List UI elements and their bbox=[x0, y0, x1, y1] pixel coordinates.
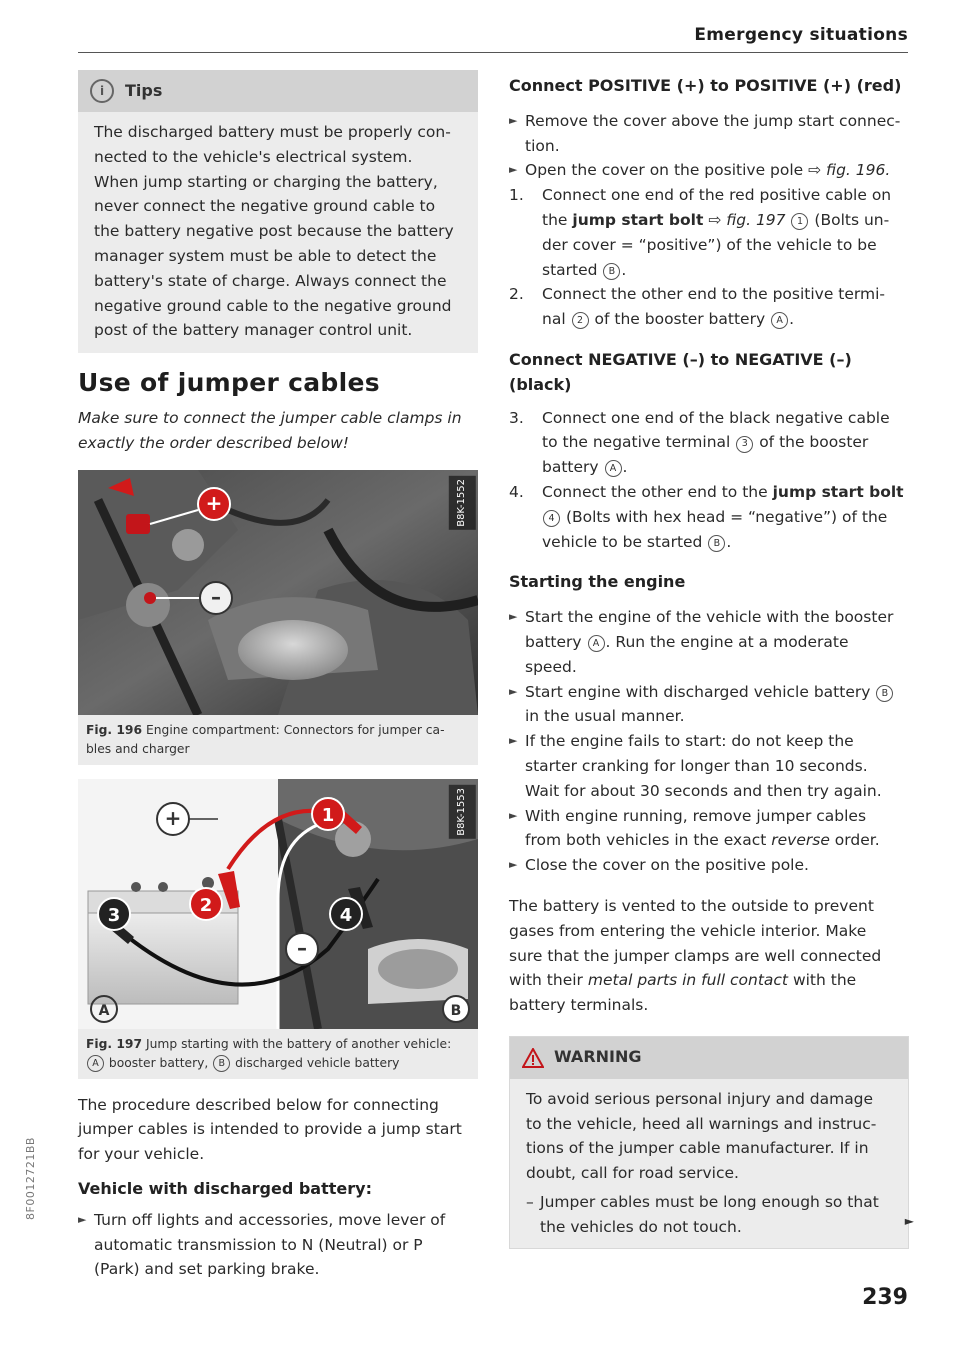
text-span: battery bbox=[542, 458, 599, 477]
tips-line: The discharged battery must be properly con- bbox=[94, 123, 451, 141]
marker-2-label: 2 bbox=[199, 894, 213, 916]
step-number: 3. bbox=[509, 408, 524, 427]
step-number: 4. bbox=[509, 482, 524, 501]
bold-term: jump start bolt bbox=[572, 210, 704, 229]
fig197-caption-line: Jump starting with the battery of another vehicle: bbox=[145, 1036, 452, 1051]
starting-heading: Starting the engine bbox=[509, 572, 686, 592]
tips-header bbox=[78, 70, 478, 112]
starting-bullet-2 bbox=[509, 680, 909, 730]
starting-bullet-4 bbox=[509, 804, 909, 854]
info-icon: i bbox=[90, 79, 114, 103]
text-span: of the booster bbox=[759, 433, 869, 452]
step-1: 1. Connect one end of the red positive cable on the jump start bolt ⇨ fig. 197 1 (Bolts un- der cover = “positive”) of the vehicle to be started B . bbox=[509, 183, 909, 282]
text-line: With engine running, remove jumper cables bbox=[525, 806, 867, 825]
continue-arrow-icon: ► bbox=[904, 1213, 914, 1228]
italic-term: reverse bbox=[771, 831, 830, 850]
arrow-bullet-icon: ► bbox=[509, 734, 518, 748]
tips-line: manager system must be able to detect the bbox=[94, 246, 437, 265]
positive-connector bbox=[126, 514, 150, 534]
discharged-line: (Park) and set parking brake. bbox=[94, 1260, 320, 1279]
text-span: started bbox=[542, 260, 598, 279]
tips-line: never connect the negative ground cable to bbox=[94, 197, 436, 216]
text-line: sure that the jumper clamps are well connected bbox=[509, 946, 882, 965]
warning-line: tions of the jumper cable manufacturer. If in bbox=[526, 1139, 869, 1158]
circle-1-icon: 1 bbox=[791, 213, 808, 230]
figure-196-image bbox=[78, 470, 478, 715]
text-line: Start the engine of the vehicle with the booster bbox=[525, 608, 894, 627]
text-span: (Bolts with hex head = “negative”) of the bbox=[565, 507, 888, 526]
tips-box bbox=[78, 70, 478, 353]
engine-compartment-illustration bbox=[78, 470, 478, 715]
heading-line: (black) bbox=[509, 374, 572, 394]
discharged-line: Turn off lights and accessories, move lever of bbox=[94, 1210, 446, 1229]
intro-line: exactly the order described below! bbox=[78, 433, 349, 452]
text-span: order. bbox=[834, 831, 880, 850]
positive-heading: Connect POSITIVE (+) to POSITIVE (+) (red) bbox=[509, 76, 902, 95]
discharged-bullet bbox=[78, 1208, 478, 1282]
fig197-code: B8K-1553 bbox=[449, 785, 476, 839]
tips-text bbox=[78, 112, 478, 345]
text-span: Start engine with discharged vehicle battery bbox=[525, 682, 871, 701]
text-span: (Bolts un- bbox=[814, 210, 890, 229]
circle-b-icon: B bbox=[708, 535, 725, 552]
circle-3-icon: 3 bbox=[736, 436, 753, 453]
tips-line: the battery negative post because the battery bbox=[94, 222, 454, 241]
text-line: Remove the cover above the jump start connec- bbox=[525, 111, 901, 130]
warning-line: To avoid serious personal injury and damage bbox=[526, 1089, 874, 1108]
bold-term: jump start bolt bbox=[772, 482, 904, 501]
marker-3-label: 3 bbox=[107, 904, 121, 926]
step-number: 2. bbox=[509, 285, 524, 304]
circle-4-icon: 4 bbox=[543, 510, 560, 527]
circle-b-icon: B bbox=[876, 685, 893, 702]
fig197-a-label: A bbox=[98, 1002, 110, 1019]
text-line: gases from entering the vehicle interior. Make bbox=[509, 921, 867, 940]
step-3: 3. Connect one end of the black negative cable to the negative terminal 3 of the booster battery A . bbox=[509, 406, 909, 480]
warning-line: doubt, call for road service. bbox=[526, 1164, 739, 1183]
warning-line: the vehicles do not touch. bbox=[540, 1217, 742, 1236]
marker-1-label: 1 bbox=[321, 804, 335, 826]
document-code: 8F0012721BB bbox=[24, 1137, 37, 1220]
text-line: starter cranking for longer than 10 seconds. bbox=[525, 756, 868, 775]
text-line: der cover = “positive”) of the vehicle to be bbox=[542, 235, 877, 254]
text-span: . Run the engine at a moderate bbox=[605, 632, 849, 651]
left-column bbox=[78, 70, 478, 1282]
figure-197-image bbox=[78, 779, 478, 1029]
fig196-caption-line: Engine compartment: Connectors for jumper ca- bbox=[145, 722, 445, 737]
fig197-caption-a-text: booster battery, bbox=[108, 1055, 209, 1070]
text-span: nal bbox=[542, 310, 566, 329]
arrow-bullet-icon: ► bbox=[509, 610, 518, 624]
main-heading: Use of jumper cables bbox=[78, 368, 380, 398]
text-line: battery terminals. bbox=[509, 996, 649, 1015]
text-span: with the bbox=[792, 971, 857, 990]
text-line: Connect one end of the black negative cable bbox=[542, 408, 890, 427]
circle-a-icon: A bbox=[605, 460, 622, 477]
circle-a-icon: A bbox=[87, 1055, 104, 1072]
warning-triangle-icon bbox=[522, 1048, 544, 1068]
circle-b-icon: B bbox=[603, 263, 620, 280]
fig196-caption bbox=[78, 715, 478, 765]
text-line: speed. bbox=[525, 657, 577, 676]
warning-line: Jumper cables must be long enough so that bbox=[540, 1193, 879, 1212]
fig196-code: B8K-1552 bbox=[449, 476, 476, 530]
tips-line: post of the battery manager control unit. bbox=[94, 321, 413, 340]
figure-reference: ⇨ fig. 197 bbox=[708, 210, 786, 229]
text-span: with their bbox=[509, 971, 583, 990]
fig196-plus-label: + bbox=[205, 490, 223, 515]
text-span: from both vehicles in the exact bbox=[525, 831, 767, 850]
tips-line: When jump starting or charging the battery, bbox=[94, 172, 438, 191]
text-line: in the usual manner. bbox=[525, 707, 685, 726]
text-line: Connect one end of the red positive cable on bbox=[542, 186, 892, 205]
text-line: The battery is vented to the outside to prevent bbox=[509, 896, 874, 915]
fig197-minus-label: – bbox=[297, 935, 307, 960]
italic-term: metal parts in full contact bbox=[587, 971, 788, 990]
text-span: of the booster battery bbox=[594, 310, 766, 329]
step-4: 4. Connect the other end to the jump start bolt 4 (Bolts with hex head = “negative”) of the vehicle to be started B . bbox=[509, 480, 909, 554]
section-title: Emergency situations bbox=[694, 25, 908, 45]
starting-bullet-5 bbox=[509, 853, 909, 878]
text-line: Wait for about 30 seconds and then try again. bbox=[525, 781, 882, 800]
tips-line: battery's state of charge. Always connect the bbox=[94, 271, 447, 290]
arrow-bullet-icon: ► bbox=[509, 113, 518, 127]
text-span: battery bbox=[525, 632, 582, 651]
tips-line: negative ground cable to the negative ground bbox=[94, 296, 452, 315]
fig196-caption-line: bles and charger bbox=[86, 741, 190, 756]
warning-header bbox=[510, 1037, 908, 1079]
fig197-caption-label: Fig. 197 bbox=[86, 1036, 143, 1051]
text-span: Open the cover on the positive pole bbox=[525, 161, 804, 180]
heading-line: Connect NEGATIVE (–) to NEGATIVE (–) bbox=[509, 349, 852, 369]
circle-b-icon: B bbox=[213, 1055, 230, 1072]
intro-text bbox=[78, 406, 478, 456]
text-span: to the negative terminal bbox=[542, 433, 731, 452]
text-line: tion. bbox=[525, 136, 560, 155]
fig196-caption-label: Fig. 196 bbox=[86, 722, 143, 737]
warning-line: to the vehicle, heed all warnings and instruc- bbox=[526, 1114, 877, 1133]
arrow-bullet-icon: ► bbox=[509, 858, 518, 872]
intro-line: Make sure to connect the jumper cable clamps in bbox=[78, 408, 462, 427]
text-line: If the engine fails to start: do not keep the bbox=[525, 732, 854, 751]
starting-bullet-1 bbox=[509, 605, 909, 679]
step-number: 1. bbox=[509, 186, 524, 205]
figure-reference: ⇨ fig. 196. bbox=[808, 161, 891, 180]
fig196-minus-label: – bbox=[211, 584, 221, 609]
discharged-line: automatic transmission to N (Neutral) or P bbox=[94, 1235, 423, 1254]
fig197-plus-label: + bbox=[164, 805, 182, 830]
discharged-heading: Vehicle with discharged battery: bbox=[78, 1178, 372, 1198]
marker-4-label: 4 bbox=[339, 904, 353, 926]
positive-bullet-2 bbox=[509, 158, 909, 183]
arrow-bullet-icon: ► bbox=[509, 163, 518, 177]
procedure-line: for your vehicle. bbox=[78, 1145, 205, 1164]
arrow-bullet-icon: ► bbox=[509, 684, 518, 698]
warning-dash-item: – Jumper cables must be long enough so that the vehicles do not touch. bbox=[526, 1190, 892, 1240]
tips-line: nected to the vehicle's electrical system. bbox=[94, 147, 413, 166]
text-line: Connect the other end to the positive termi- bbox=[542, 285, 886, 304]
negative-heading bbox=[509, 348, 909, 398]
jump-start-illustration bbox=[78, 779, 478, 1029]
procedure-line: The procedure described below for connecting bbox=[78, 1095, 439, 1114]
circle-2-icon: 2 bbox=[572, 312, 589, 329]
reservoir-cap bbox=[238, 620, 348, 680]
circle-a-icon: A bbox=[588, 635, 605, 652]
page-number: 239 bbox=[862, 1285, 908, 1310]
circle-a-icon: A bbox=[771, 312, 788, 329]
arrow-bullet-icon: ► bbox=[509, 808, 518, 822]
page-header bbox=[78, 22, 908, 53]
warning-text bbox=[510, 1079, 908, 1248]
text-span: Connect the other end to the bbox=[542, 482, 768, 501]
text-span: the bbox=[542, 210, 568, 229]
vented-paragraph bbox=[509, 894, 909, 1018]
fig197-caption-b-text: discharged vehicle battery bbox=[235, 1055, 400, 1070]
starting-bullet-3 bbox=[509, 729, 909, 803]
procedure-paragraph bbox=[78, 1093, 478, 1167]
positive-bullet-1 bbox=[509, 109, 909, 159]
procedure-line: jumper cables is intended to provide a jump start bbox=[78, 1120, 462, 1139]
arrow-bullet-icon: ► bbox=[78, 1212, 87, 1226]
text-span: vehicle to be started bbox=[542, 532, 703, 551]
warning-title: WARNING bbox=[554, 1047, 642, 1067]
fig197-caption bbox=[78, 1029, 478, 1079]
step-2: 2. Connect the other end to the positive termi- nal 2 of the booster battery A . bbox=[509, 282, 909, 332]
right-column bbox=[509, 70, 914, 1249]
text-line: Close the cover on the positive pole. bbox=[525, 856, 809, 875]
tips-title: Tips bbox=[125, 80, 163, 100]
warning-box bbox=[509, 1036, 914, 1249]
fig197-b-label: B bbox=[450, 1002, 462, 1019]
